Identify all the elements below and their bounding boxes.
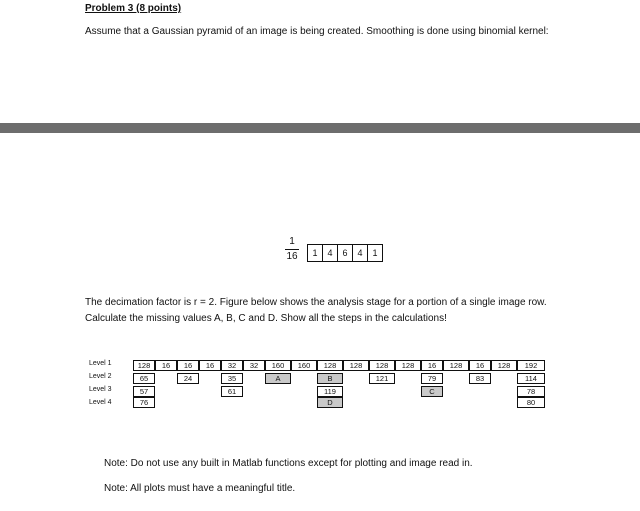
level1-cell: 128 xyxy=(343,360,369,371)
kernel-value: 4 xyxy=(323,245,338,261)
level1-cell: 16 xyxy=(155,360,177,371)
level1-cell: 192 xyxy=(517,360,545,371)
level1-cell: 160 xyxy=(265,360,291,371)
kernel-value: 1 xyxy=(372,248,378,258)
level1-cell: 16 xyxy=(199,360,221,371)
level2-cell: 24 xyxy=(177,373,199,384)
problem-description xyxy=(85,295,547,327)
level2-cell: 65 xyxy=(133,373,155,384)
description-line: The decimation factor is r = 2. Figure below shows the analysis stage for a portion of a single image row. xyxy=(85,297,547,308)
kernel-value: 1 xyxy=(308,245,323,261)
level1-cell: 128 xyxy=(317,360,343,371)
note: Note: All plots must have a meaningful title. xyxy=(104,483,296,494)
unknown-value-b: B xyxy=(317,373,343,384)
level2-cell: 121 xyxy=(369,373,395,384)
level1-cell: 128 xyxy=(395,360,421,371)
level3-cell: 61 xyxy=(221,386,243,397)
problem-title: Problem 3 (8 points) xyxy=(85,3,182,14)
note: Note: Do not use any built in Matlab functions except for plotting and image read in. xyxy=(104,458,473,469)
level-label: Level 4 xyxy=(89,399,112,406)
level1-cell: 128 xyxy=(491,360,517,371)
level1-cell: 128 xyxy=(133,360,155,371)
unknown-value-c: C xyxy=(421,386,443,397)
level1-cell: 16 xyxy=(177,360,199,371)
unknown-value-a: A xyxy=(265,373,291,384)
level-label: Level 3 xyxy=(89,386,112,393)
problem-intro: Assume that a Gaussian pyramid of an image is being created. Smoothing is done using binomial kernel: xyxy=(85,26,549,37)
level1-cell: 128 xyxy=(443,360,469,371)
notes xyxy=(104,458,473,508)
level1-cell: 128 xyxy=(369,360,395,371)
kernel-fraction xyxy=(283,236,301,263)
level1-cell: 32 xyxy=(221,360,243,371)
unknown-value-d: D xyxy=(317,397,343,408)
level2-cell: 83 xyxy=(469,373,491,384)
level1-cell: 160 xyxy=(291,360,317,371)
page-divider xyxy=(0,123,640,133)
level2-cell: 79 xyxy=(421,373,443,384)
level1-cell: 16 xyxy=(421,360,443,371)
kernel-numerator: 1 xyxy=(289,236,295,247)
kernel-value: 6 xyxy=(338,245,353,261)
level1-cell: 16 xyxy=(469,360,491,371)
description-line: Calculate the missing values A, B, C and D. Show all the steps in the calculations! xyxy=(85,313,447,324)
fraction-bar xyxy=(285,249,299,250)
kernel-values xyxy=(307,244,383,262)
level1-cell: 32 xyxy=(243,360,265,371)
kernel-value: 4 xyxy=(353,245,368,261)
level3-cell: 57 xyxy=(133,386,155,397)
level-label: Level 2 xyxy=(89,373,112,380)
level2-cell: 114 xyxy=(517,373,545,384)
level4-cell: 80 xyxy=(517,397,545,408)
level2-cell: 35 xyxy=(221,373,243,384)
level3-cell: 119 xyxy=(317,386,343,397)
level-label: Level 1 xyxy=(89,360,112,367)
level4-cell: 76 xyxy=(133,397,155,408)
kernel-denominator: 16 xyxy=(286,251,298,262)
level3-cell: 78 xyxy=(517,386,545,397)
